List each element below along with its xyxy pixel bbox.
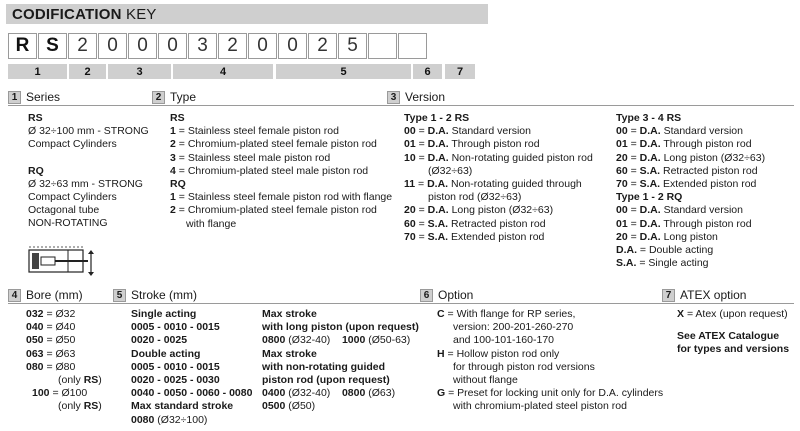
position-label-4: 4	[173, 64, 273, 79]
series-header	[8, 90, 60, 104]
option-header	[420, 288, 473, 302]
section-number: 4	[8, 289, 21, 302]
bore-content	[26, 308, 102, 414]
atex-note: for types and versions	[677, 343, 790, 356]
bore-note: (only RS)	[58, 400, 102, 413]
section-title: Bore (mm)	[26, 288, 83, 302]
version-header	[387, 90, 445, 104]
cylinder-diagram	[28, 244, 100, 280]
stroke-header	[113, 288, 197, 302]
atex-header	[662, 288, 746, 302]
stroke-line: 0040 - 0050 - 0060 - 0080	[131, 387, 253, 400]
stroke-line: 0020 - 0025	[131, 334, 188, 347]
stroke-line: 0020 - 0025 - 0030	[131, 374, 220, 387]
version-legend: S.A. = Single acting	[616, 257, 709, 270]
bore-note: (only RS)	[58, 374, 102, 387]
version-item-cont: piston rod (Ø32÷63)	[428, 191, 522, 204]
position-label-6: 6	[413, 64, 442, 79]
stroke-single-title: Single acting	[131, 308, 197, 320]
version-item: 01 = D.A. Through piston rod	[616, 138, 752, 151]
code-row	[8, 33, 428, 59]
series-rs-line: Ø 32÷100 mm - STRONG	[28, 125, 149, 138]
version-item: 20 = D.A. Long piston (Ø32÷63)	[404, 204, 554, 217]
version-legend: D.A. = Double acting	[616, 244, 714, 257]
version-col1	[404, 112, 593, 244]
stroke-guided-title: piston rod (upon request)	[262, 374, 390, 387]
stroke-max-value: 0080 (Ø32÷100)	[131, 413, 208, 426]
bore-item: 032 = Ø32	[26, 308, 76, 320]
stroke-guided-values: 0500 (Ø50)	[262, 400, 316, 413]
section-number: 3	[387, 91, 400, 104]
series-rq-line: Compact Cylinders	[28, 191, 117, 204]
position-label-2: 2	[69, 64, 106, 79]
code-box: 2	[308, 33, 337, 59]
bore-item: 050 = Ø50	[26, 334, 76, 347]
type-content	[170, 112, 392, 231]
version-item: 20 = D.A. Long piston	[616, 230, 718, 243]
section-number: 6	[420, 289, 433, 302]
code-box: 2	[218, 33, 247, 59]
stroke-long-values: 0800 (Ø32-40) 1000 (Ø50-63)	[262, 334, 411, 347]
section-title: Type	[170, 90, 197, 104]
section-number: 5	[113, 289, 126, 302]
version-col2	[616, 112, 765, 270]
code-box	[398, 33, 427, 59]
stroke-long-title: Max stroke	[262, 308, 317, 320]
stroke-col-b	[262, 308, 419, 414]
code-box: 3	[188, 33, 217, 59]
version-item: 70 = S.A. Extended piston rod	[616, 178, 757, 191]
atex-note: See ATEX Catalogue	[677, 330, 780, 343]
code-box: 0	[158, 33, 187, 59]
position-label-5: 5	[276, 64, 411, 79]
type-rs-label: RS	[170, 112, 185, 124]
bore-header	[8, 288, 83, 302]
version-col-title: Type 1 - 2 RQ	[616, 191, 683, 204]
stroke-col-a	[131, 308, 252, 427]
option-item: G = Preset for locking unit only for D.A. cylinders	[437, 387, 664, 400]
option-item: C = With flange for RP series,	[437, 308, 576, 320]
type-header	[152, 90, 196, 104]
option-item-cont: and 100-101-160-170	[453, 334, 555, 347]
stroke-max-title: Max standard stroke	[131, 400, 234, 413]
version-item: 70 = S.A. Extended piston rod	[404, 230, 545, 243]
code-box: S	[38, 33, 67, 59]
series-rq-line: Octagonal tube	[28, 204, 100, 217]
type-item: 3 = Stainless steel male piston rod	[170, 151, 331, 164]
code-box: 5	[338, 33, 367, 59]
stroke-guided-values: 0400 (Ø32-40) 0800 (Ø63)	[262, 387, 396, 400]
type-rq-label: RQ	[170, 178, 186, 191]
divider	[8, 303, 794, 304]
section-title: ATEX option	[680, 288, 747, 302]
stroke-guided-title: with non-rotating guided	[262, 360, 386, 373]
option-item-cont: without flange	[453, 374, 518, 387]
version-item: 10 = D.A. Non-rotating guided piston rod	[404, 151, 593, 164]
code-box: 0	[248, 33, 277, 59]
version-item: 00 = D.A. Standard version	[404, 125, 531, 138]
type-item: 1 = Stainless steel female piston rod	[170, 125, 339, 138]
option-item-cont: with chromium-plated steel piston rod	[453, 400, 627, 413]
version-item: 01 = D.A. Through piston rod	[616, 217, 752, 230]
atex-item: X = Atex (upon request)	[677, 308, 788, 320]
type-item: 1 = Stainless steel female piston rod with flange	[170, 191, 393, 204]
series-rq-line: NON-ROTATING	[28, 217, 108, 230]
bore-item: 080 = Ø80	[26, 360, 76, 373]
section-title: Series	[26, 90, 61, 104]
version-item: 20 = D.A. Long piston (Ø32÷63)	[616, 151, 766, 164]
type-item-cont: with flange	[186, 217, 237, 230]
divider	[8, 105, 794, 106]
option-item: H = Hollow piston rod only	[437, 347, 560, 360]
stroke-double-title: Double acting	[131, 347, 201, 360]
position-label-7: 7	[445, 64, 475, 79]
type-item: 2 = Chromium-plated steel female piston rod	[170, 204, 377, 217]
series-rq-line: Ø 32÷63 mm - STRONG	[28, 177, 143, 190]
version-item-cont: (Ø32÷63)	[428, 164, 473, 177]
section-title: Option	[438, 288, 474, 302]
stroke-long-title: with long piston (upon request)	[262, 321, 419, 334]
section-number: 7	[662, 289, 675, 302]
stroke-guided-title: Max stroke	[262, 347, 317, 360]
option-item-cont: for through piston rod versions	[453, 360, 595, 373]
section-title: Stroke (mm)	[131, 288, 197, 302]
bore-item: 063 = Ø63	[26, 347, 76, 360]
version-item: 01 = D.A. Through piston rod	[404, 138, 540, 151]
series-rs-line: Compact Cylinders	[28, 138, 117, 151]
type-item: 4 = Chromium-plated steel male piston rod	[170, 164, 369, 177]
series-content	[28, 112, 149, 231]
section-number: 1	[8, 91, 21, 104]
position-label-1: 1	[8, 64, 67, 79]
version-item: 60 = S.A. Retracted piston rod	[616, 164, 758, 177]
section-number: 2	[152, 91, 165, 104]
bore-item: 100 = Ø100	[32, 387, 88, 400]
version-item: 11 = D.A. Non-rotating guided through	[404, 178, 582, 191]
section-title: Version	[405, 90, 446, 104]
type-item: 2 = Chromium-plated steel female piston rod	[170, 138, 377, 151]
code-box: R	[8, 33, 37, 59]
code-box	[368, 33, 397, 59]
code-box: 0	[98, 33, 127, 59]
series-rq-label: RQ	[28, 164, 44, 177]
code-box: 2	[68, 33, 97, 59]
version-col-title: Type 3 - 4 RS	[616, 112, 682, 124]
page-title: CODIFICATION KEY	[12, 6, 157, 23]
version-item: 60 = S.A. Retracted piston rod	[404, 217, 546, 230]
position-label-3: 3	[108, 64, 171, 79]
bore-item: 040 = Ø40	[26, 321, 76, 334]
version-item: 00 = D.A. Standard version	[616, 204, 743, 217]
option-item-cont: version: 200-201-260-270	[453, 321, 574, 334]
version-item: 00 = D.A. Standard version	[616, 125, 743, 138]
code-box: 0	[128, 33, 157, 59]
option-content	[437, 308, 663, 414]
version-col-title: Type 1 - 2 RS	[404, 112, 470, 124]
atex-content	[677, 308, 789, 357]
stroke-line: 0005 - 0010 - 0015	[131, 321, 220, 334]
stroke-line: 0005 - 0010 - 0015	[131, 360, 220, 373]
series-rs-label: RS	[28, 112, 43, 124]
code-box: 0	[278, 33, 307, 59]
